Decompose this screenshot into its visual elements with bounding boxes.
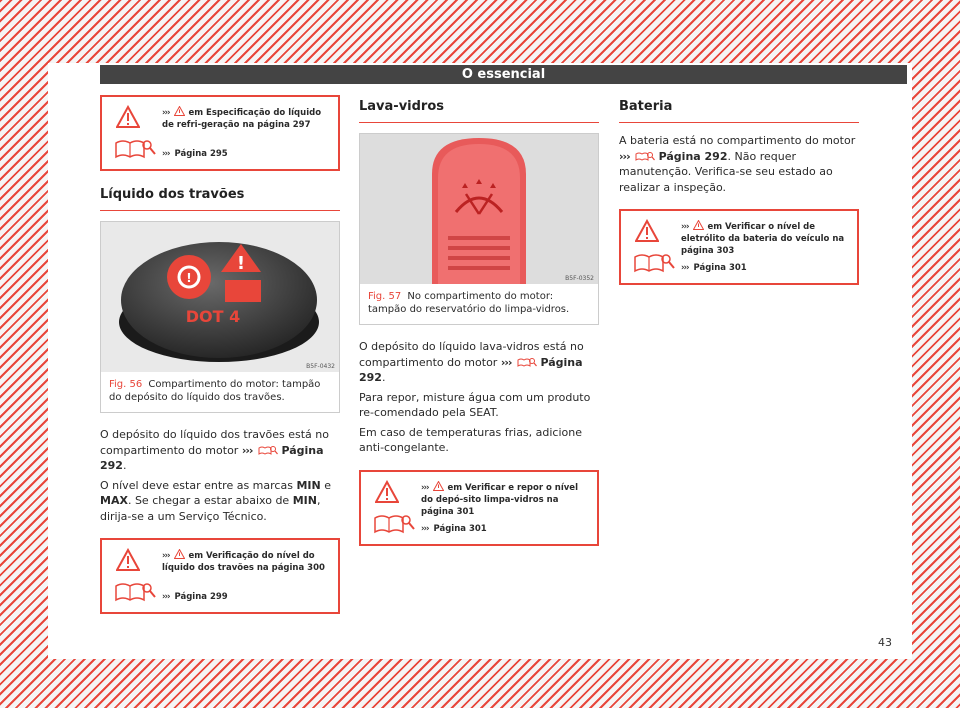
figure-caption: Fig. 57 No compartimento do motor: tampão do reservatório do limpa-vidros.: [368, 291, 570, 315]
warning-triangle-icon: [693, 220, 704, 230]
paragraph: O depósito do líquido dos travões está no compartimento do motor ››› Página 292.: [100, 428, 329, 472]
column-washer: [359, 85, 599, 546]
paragraph: A bateria está no compartimento do motor ››› Página 292. Não requer manutenção. Verifica-se seu estado ao realizar a inspeção.: [619, 134, 856, 194]
book-wrench-icon: [373, 512, 415, 536]
figure-57: [359, 133, 599, 325]
page-link[interactable]: ››› Página 301: [421, 523, 487, 534]
paragraph: Em caso de temperaturas frias, adicione anti-congelante.: [359, 425, 583, 454]
magnifier-icon: [258, 445, 278, 455]
page-header: O essencial: [100, 65, 907, 84]
brake-fluid-cap-image: [101, 222, 339, 372]
warning-triangle-icon: [174, 549, 185, 559]
paragraph: Para repor, misture água com um produto re-comendado pela SEAT.: [359, 390, 591, 419]
warning-triangle-icon: [174, 106, 185, 116]
brake-warning-icon: [167, 255, 211, 299]
section-title: Lava-vidros: [359, 85, 599, 123]
warning-box: ››› em Verificar o nível de eletrólito da bateria do veículo na página 303 ››› Página 301: [619, 209, 859, 285]
warning-triangle-icon: [116, 105, 140, 129]
svg-text:!: !: [236, 253, 246, 274]
warning-box: ››› em Verificação do nível do líquido dos travões na página 300 ››› Página 299: [100, 538, 340, 614]
magnifier-icon: [635, 151, 655, 161]
svg-text:!: !: [186, 271, 192, 285]
column-brake-fluid: [100, 85, 340, 614]
warning-box-text: em Verificar o nível de eletrólito da bateria do veículo na página 303: [681, 222, 845, 256]
warning-box: ››› em Especificação do líquido de refri-geração na página 297 ››› Página 295: [100, 95, 340, 171]
warning-triangle-icon: [635, 219, 659, 243]
page-number: 43: [878, 636, 892, 649]
paragraph: O depósito do líquido lava-vidros está no compartimento do motor ››› Página 292.: [359, 340, 584, 384]
column-battery: [619, 85, 859, 285]
warning-triangle-icon: [375, 480, 399, 504]
warning-triangle-icon: [433, 481, 444, 491]
page-link[interactable]: ››› Página 301: [681, 263, 747, 273]
book-wrench-icon: [114, 580, 156, 604]
page-link[interactable]: Página 292: [100, 443, 324, 472]
page-link[interactable]: Página 292: [359, 355, 583, 384]
warning-box-text: em Especificação do líquido de refri-geração na página 297: [162, 108, 322, 130]
manual-page: [48, 63, 912, 659]
warning-box-text: em Verificação do nível do líquido dos travões na página 300: [162, 551, 325, 573]
section-title: Líquido dos travões: [100, 171, 340, 211]
figure-caption: Fig. 56 Compartimento do motor: tampão do depósito do líquido dos travões.: [109, 379, 321, 403]
magnifier-icon: [517, 357, 537, 367]
cap-label: DOT 4: [185, 307, 241, 326]
figure-56: [100, 221, 340, 413]
warning-box: ››› em Verificar e repor o nível do depó-sito limpa-vidros na página 301 ››› Página 301: [359, 470, 599, 546]
warning-box-text: em Verificar e repor o nível do depó-sito limpa-vidros na página 301: [421, 482, 578, 517]
page-link[interactable]: ››› Página 299: [162, 592, 228, 602]
page-link[interactable]: Página 292: [658, 149, 728, 163]
book-wrench-icon: [633, 251, 675, 275]
paragraph: O nível deve estar entre as marcas MIN e MAX. Se chegar a estar abaixo de MIN, dirija-se a um Serviço Técnico.: [100, 478, 331, 523]
page-link[interactable]: ››› Página 295: [162, 149, 228, 159]
warning-triangle-icon: [116, 548, 140, 572]
section-title: Bateria: [619, 85, 859, 123]
figure-code: B5F-0432: [306, 363, 335, 370]
washer-cap-image: [360, 134, 598, 284]
book-wrench-icon: [114, 137, 156, 161]
figure-code: B5F-0352: [565, 275, 594, 282]
